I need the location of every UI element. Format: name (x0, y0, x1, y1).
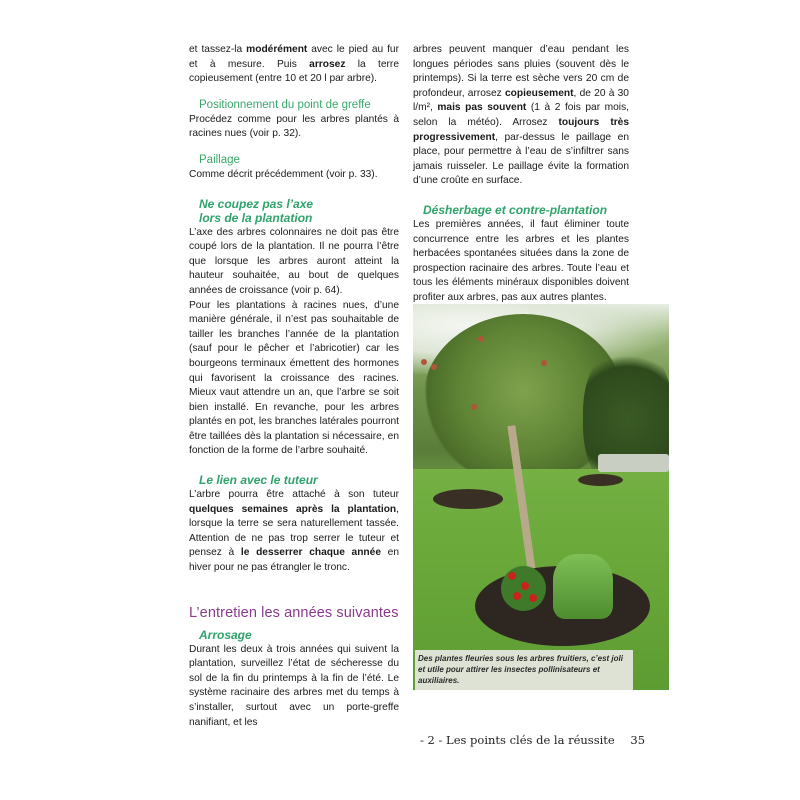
body-text: L’arbre pourra être attaché à son tuteur (189, 489, 399, 501)
body-text: avec le pied au fur et à mesure. Puis (189, 44, 399, 70)
heading-do-not-cut-axis (199, 197, 399, 225)
emphasis-text: mais pas souvent (437, 102, 527, 114)
photo-flower (521, 582, 529, 590)
watering-continued-text (413, 43, 629, 189)
photo-grass-tuft (553, 554, 613, 619)
emphasis-text: modérément (246, 44, 308, 55)
intro-paragraph (189, 43, 399, 87)
emphasis-text: arrosez (309, 58, 346, 70)
heading-graft-point: Positionnement du point de greffe (199, 98, 371, 111)
body-text: , par-dessus le paillage en place, pour permettre à l’eau de s’infiltrer sans jamais ruisseler. Le paillage évite la formation d’une croûte en surface. (413, 131, 629, 187)
photo-path (598, 454, 669, 472)
emphasis-text: copieusement (505, 87, 574, 99)
emphasis-text: le desserrer chaque année (240, 547, 381, 559)
photo-apple (478, 336, 484, 342)
photo-apple (541, 360, 547, 366)
axis-text-2: Pour les plantations à racines nues, d’une manière générale, il n’est pas souhaitable de tailler les branches l’année de la plantation (sauf pour le pêcher et l’abricotier) car les bourgeons terminaux émettent des hormones qui favorisent la croissance des racines. Mieux vaut attendre un an, que l’arbre se soit bien installé. En revanche, pour les arbres plantés en pot, les branches latérales pourront être taillées dès la plantation si nécessaire, en fonction de la forme de l’arbre souhaité. (189, 299, 399, 457)
photo-mulch-far-2 (578, 474, 623, 486)
photo-caption: Des plantes fleuries sous les arbres fruitiers, c’est joli et utile pour attirer les insectes pollinisateurs et auxiliaires. (415, 650, 633, 690)
photo-apple (431, 364, 437, 370)
heading-stake-tie: Le lien avec le tuteur (199, 473, 318, 488)
photo-mulch-far (433, 489, 503, 509)
page-number: 35 (630, 733, 646, 747)
photo-flower (513, 592, 521, 600)
body-text: , de 20 à 30 l/m², (413, 87, 629, 114)
heading-weeding: Désherbage et contre-plantation (423, 202, 608, 217)
left-column (189, 43, 399, 730)
emphasis-text: toujours très progressivement (413, 116, 630, 143)
heading-line-2: lors de la plantation (199, 210, 313, 225)
body-text: la terre copieusement (entre 10 et 20 l par arbre). (189, 58, 399, 85)
mulch-text: Comme décrit précédemment (voir p. 33). (189, 168, 378, 180)
photo-apple (471, 404, 477, 410)
footer-chapter-title: - 2 - Les points clés de la réussite (420, 733, 615, 747)
page-footer (420, 733, 645, 747)
chapter-heading: L’entretien les années suivantes (189, 604, 399, 621)
body-text: en hiver pour ne pas étrangler le tronc. (189, 547, 399, 574)
photo-apple (421, 359, 427, 365)
right-column (413, 43, 629, 306)
emphasis-text: quelques semaines après la plantation (189, 503, 397, 515)
axis-text-1: L’axe des arbres colonnaires ne doit pas être coupé lors de la plantation. Il ne pourra l’être que lorsque les arbres auront atteint la hauteur souhaitée, au bout de quelques années de croissance (voir p. 64). (189, 226, 399, 296)
graft-point-text: Procédez comme pour les arbres plantés à racines nues (voir p. 32). (189, 113, 399, 140)
heading-mulch: Paillage (199, 153, 240, 166)
watering-text: Durant les deux à trois années qui suivent la plantation, surveillez l’état de sécheresse du sol de la fin du printemps à la fin de l’été. Le système racinaire des arbres met du temps à s’installer, surtout avec un porte-greffe nanifiant, et les (189, 643, 399, 728)
photo-flower (529, 594, 537, 602)
body-text: arbres peuvent manquer d’eau pendant les longues périodes sans pluies (souvent dès le printemps). Si la terre est sèche vers 20 cm de profondeur, arrosez (413, 44, 629, 99)
body-text: (1 à 2 fois par mois, selon la météo). Arrosez (413, 102, 629, 128)
weeding-text: Les premières années, il faut éliminer toute concurrence entre les arbres et les plantes herbacées spontanées situées dans la zone de prospection racinaire des arbres. Toute l’eau et tous les éléments minéraux disponibles doivent profiter aux arbres, pas aux autres plantes. (413, 218, 629, 303)
stake-tie-text (189, 488, 399, 576)
body-text: , lorsque la terre se sera naturellement tassée. Attention de ne pas trop serrer le tuteur et pensez à (189, 503, 399, 559)
fruit-tree-photo (413, 304, 669, 690)
photo-flower (508, 572, 516, 580)
body-text: et tassez-la (189, 44, 247, 55)
heading-line-1: Ne coupez pas l’axe (199, 196, 314, 211)
heading-watering: Arrosage (199, 627, 252, 642)
